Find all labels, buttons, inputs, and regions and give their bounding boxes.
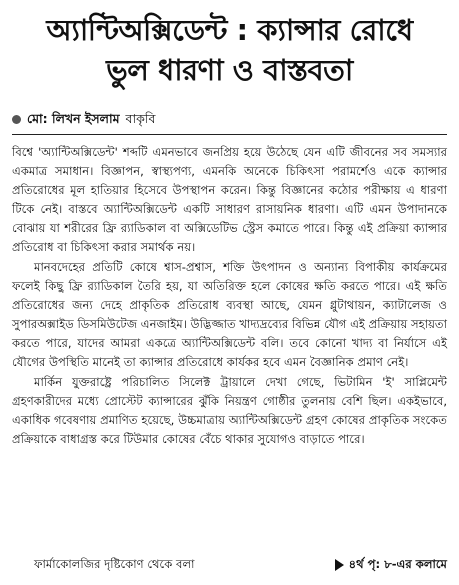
bullet-icon	[12, 115, 21, 124]
article-body	[12, 143, 447, 449]
headline-line-2: ভুল ধারণা ও বাস্তবতা	[106, 53, 353, 87]
continuation-label: ৪র্থ পৃ: ৮-এর কলামে	[348, 557, 447, 571]
byline	[12, 110, 447, 128]
byline-divider	[12, 134, 447, 135]
byline-author: মো: লিখন ইসলাম	[27, 111, 120, 126]
article-paragraph-2: মানবদেহের প্রতিটি কোষে শ্বাস-প্রশ্বাস, শক্তি উৎপাদন ও অন্যান্য বিপাকীয় কার্যক্রমের ফলেই কিছু ফ্রি র‍্যাডিকাল তৈরি হয়, যা অতিরিক্ত হলে কোষের ক্ষতি করতে পারে। এই ক্ষতি প্রতিরোধের জন্য দেহে প্রাকৃতিক প্রতিরোধ ব্যবস্থা আছে, যেমন গ্লুটাথায়ন, ক্যাটালেজ ও সুপারঅক্সাইড ডিসমিউটেজ এনজাইম। উদ্ভিজ্জাত খাদ্যদ্রব্যের বিভিন্ন যৌগ এই প্রক্রিয়ায় সহায়তা করতে পারে, যাদের আমরা একত্রে অ্যান্টিঅক্সিডেন্ট বলি। তবে কোনো খাদ্য বা নির্যাসে এই যৌগের উপস্থিতি মানেই তা ক্যান্সার প্রতিরোধে কার্যকর হবে এমন বৈজ্ঞানিক প্রমাণ নেই।	[12, 260, 447, 369]
article-last-line: ফার্মাকোলজির দৃষ্টিকোণ থেকে বলা	[34, 557, 195, 571]
article-footer	[12, 555, 447, 574]
arrow-right-icon	[335, 559, 344, 571]
article-paragraph-3: মার্কিন যুক্তরাষ্ট্রে পরিচালিত সিলেক্ট ট্রায়ালে দেখা গেছে, ভিটামিন 'ই' সাপ্লিমেন্ট গ্রহণকারীদের মধ্যে প্রোস্টেট ক্যান্সারের ঝুঁকি নিয়ন্ত্রণ গোষ্ঠীর তুলনায় বেশি ছিল। একইভাবে, একাধিক গবেষণায় প্রমাণিত হয়েছে, উচ্চমাত্রায় অ্যান্টিঅক্সিডেন্ট গ্রহণ কোষের প্রাকৃতিক সংকেত প্রক্রিয়াকে বাধাগ্রস্ত করে টিউমার কোষের বেঁচে থাকার সুযোগও বাড়াতে পারে।	[12, 375, 447, 446]
article-paragraph-1: বিশ্বে 'অ্যান্টিঅক্সিডেন্ট' শব্দটি এমনভাবে জনপ্রিয় হয়ে উঠেছে যেন এটি জীবনের সব সমস্যার একমাত্র সমাধান। বিজ্ঞাপন, স্বাস্থ্যপণ্য, এমনকি অনেকে চিকিৎসা পরামর্শেও একে ক্যান্সার প্রতিরোধের মূল হাতিয়ার হিসেবে উপস্থাপন করেন। কিন্তু বিজ্ঞানের কঠোর পরীক্ষায় এ ধারণা টিকে নেই। বাস্তবে অ্যান্টিঅক্সিডেন্ট একটি সাধারণ রাসায়নিক ধারণা। এটি এমন উপাদানকে বোঝায় যা শরীরের ফ্রি র‍্যাডিকাল বা অক্সিডেটিভ স্ট্রেস কমাতে পারে। কিন্তু এই প্রক্রিয়া ক্যান্সার প্রতিরোধ বা চিকিৎসা করার সমার্থক নয়।	[12, 145, 447, 254]
headline-line-1: অ্যান্টিঅক্সিডেন্ট : ক্যান্সার রোধে	[46, 13, 413, 47]
headline	[12, 10, 447, 90]
byline-affiliation: বাকৃবি	[125, 111, 156, 126]
continuation-note[interactable]	[335, 555, 447, 574]
